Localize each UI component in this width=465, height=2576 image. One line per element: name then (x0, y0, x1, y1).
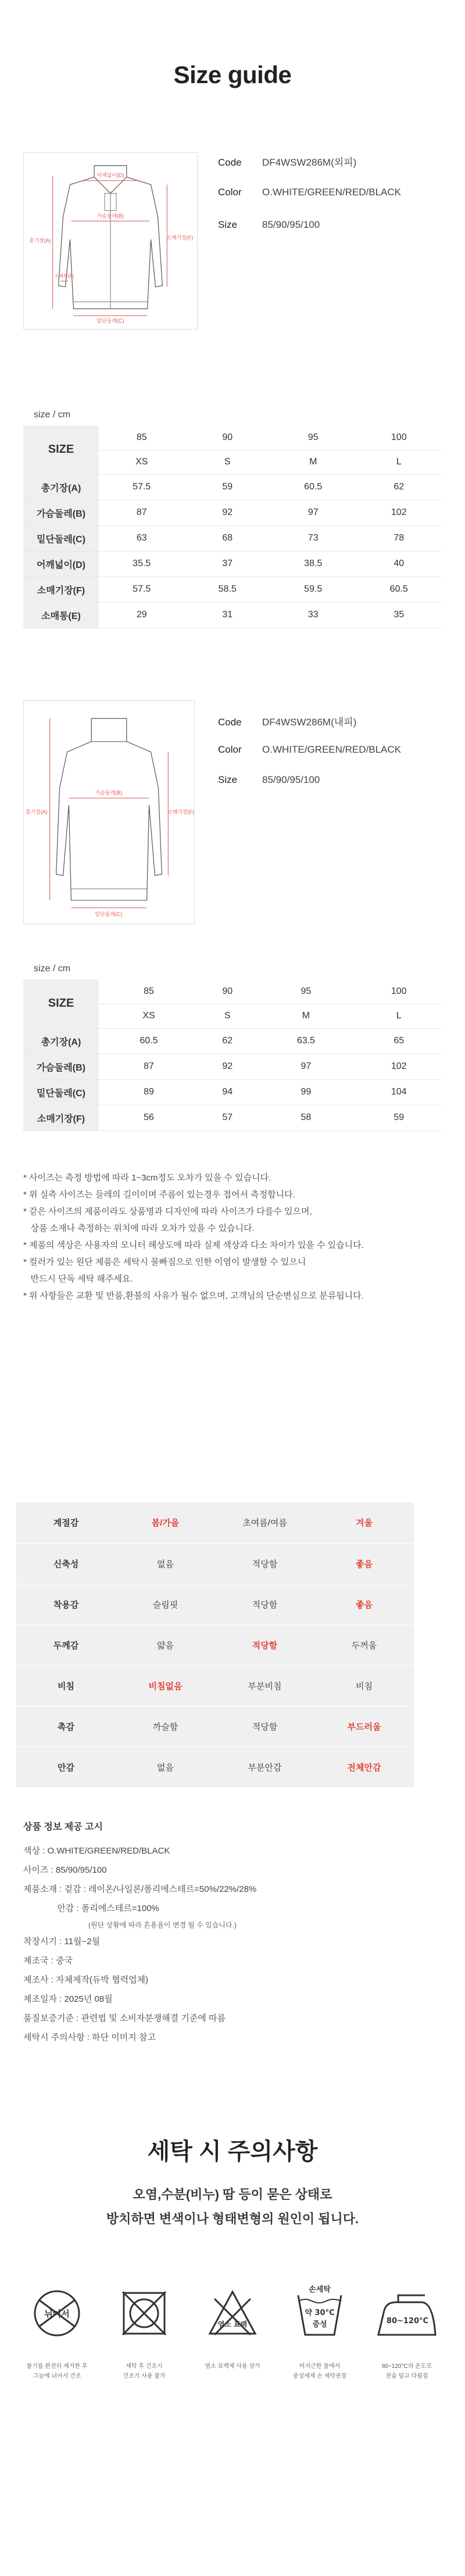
table-row: 어깨넓이(D) 35.5 37 38.5 40 (23, 551, 442, 577)
note-line: * 위 사항들은 교환 및 반품,환불의 사유가 될수 없으며, 고객님의 단순변심으로 분류됩니다. (23, 1291, 364, 1301)
icon-caption: 80~120°C의 온도로 천을 덮고 다림질 (381, 2363, 432, 2380)
iron-icon (375, 2293, 439, 2339)
product1-code-row (218, 154, 356, 169)
size-letter: L (356, 1004, 442, 1028)
table-row: 밑단둘레(C) 63 68 73 78 (23, 525, 442, 551)
size-letter: S (185, 450, 271, 474)
fabric-attributes-table (16, 1502, 414, 1788)
size-col: 100 (356, 979, 442, 1004)
label-total: 총기장(A) (25, 808, 48, 815)
note-line: * 제품의 색상은 사용자의 모니터 해상도에 따라 실제 색상과 다소 차이가 있을 수 있습니다. (23, 1240, 364, 1250)
size-letter: XS (99, 450, 185, 474)
info-line: 제조국 : 중국 (23, 1956, 73, 1966)
info-line: 제조일자 : 2025년 08월 (23, 1994, 113, 2004)
garment-diagram-inner (23, 700, 195, 924)
size-value: 85/90/95/100 (262, 774, 320, 785)
label-shoulder: 어깨넓이(D) (96, 172, 124, 178)
product2-code-row (218, 714, 356, 728)
size-col: 95 (256, 979, 356, 1004)
size-head: SIZE (23, 979, 99, 1028)
size-unit-label: size / cm (34, 410, 71, 420)
code-label: Code (218, 157, 242, 168)
washing-title: 세탁 시 주의사항 (147, 2139, 318, 2164)
svg-text:뉘어서: 뉘어서 (44, 2309, 70, 2319)
info-line: 사이즈 : 85/90/95/100 (23, 1865, 107, 1875)
attr-row: 촉감 까슬함 적당함 부드러움 (16, 1706, 414, 1747)
table-row: 밑단둘레(C) 89 94 99 104 (23, 1079, 442, 1105)
svg-text:약 30°C: 약 30°C (305, 2309, 335, 2317)
icon-caption: 염소 표백제 사용 삼가 (205, 2363, 260, 2370)
table-row: 가슴둘레(B) 87 92 97 102 (23, 500, 442, 525)
size-table-outer (23, 425, 442, 628)
note-line: * 컬러가 있는 원단 제품은 세탁시 물빠짐으로 인한 이염이 발생할 수 있으니 (23, 1257, 306, 1267)
size-letter: M (270, 450, 356, 474)
note-line: * 사이즈는 측정 방법에 따라 1~3cm정도 오차가 있을 수 있습니다. (23, 1173, 271, 1183)
attr-row: 계절감 봄/가을 초여름/여름 겨울 (16, 1502, 414, 1543)
product1-color-row (218, 187, 401, 198)
wring-icon (31, 2287, 83, 2339)
code-label: Code (218, 717, 242, 728)
color-label: Color (218, 187, 242, 198)
size-col: 90 (185, 425, 271, 450)
info-line: 색상 : O.WHITE/GREEN/RED/BLACK (23, 1846, 170, 1856)
label-cuff: 소매통(E) (54, 273, 74, 279)
color-value: O.WHITE/GREEN/RED/BLACK (262, 744, 401, 755)
icon-caption: 물기를 완전히 제거한 후 그늘에 뉘어서 건조 (26, 2363, 88, 2380)
svg-text:중성: 중성 (312, 2320, 327, 2329)
washing-subtitle-2: 방치하면 변색이나 형태변형의 원인이 됩니다. (106, 2212, 359, 2226)
no-bleach-icon (206, 2287, 259, 2339)
page-title: Size guide (173, 61, 292, 88)
attr-row: 착용감 슬림핏 적당함 좋음 (16, 1584, 414, 1625)
product-info-title: 상품 정보 제공 고시 (23, 1822, 103, 1832)
inner-jacket-sketch (24, 701, 194, 924)
info-line: 제조사 : 자체제작(듀박 협력업체) (23, 1975, 149, 1985)
note-line: 반드시 단독 세탁 해주세요. (23, 1274, 133, 1284)
size-value: 85/90/95/100 (262, 219, 320, 230)
code-value: DF4WSW286M(외피) (262, 157, 357, 168)
icon-caption: 세탁 후 건조시 건조기 사용 불가 (123, 2363, 166, 2380)
svg-text:손세탁: 손세탁 (309, 2285, 331, 2294)
label-hem: 밑단둘레(C) (95, 911, 123, 917)
size-head: SIZE (23, 425, 99, 474)
size-letter: M (256, 1004, 356, 1028)
note-line: 상품 소재나 측정하는 위치에 따라 오차가 있을 수 있습니다. (23, 1223, 255, 1233)
table-row: 총기장(A) 57.5 59 60.5 62 (23, 474, 442, 500)
attr-row: 비침 비침없음 부분비침 비침 (16, 1665, 414, 1706)
size-label: Size (218, 774, 238, 785)
size-col: 85 (99, 425, 185, 450)
info-line: 안감 : 폴리에스테르=100% (23, 1904, 159, 1913)
label-chest: 가슴둘레(B) (96, 213, 124, 219)
table-row: 소매기장(F) 57.5 58.5 59.5 60.5 (23, 577, 442, 602)
label-hem: 밑단둘레(C) (96, 318, 124, 324)
table-row: 총기장(A) 60.5 62 63.5 65 (23, 1028, 442, 1054)
size-col: 100 (356, 425, 442, 450)
svg-text:80~120°C: 80~120°C (386, 2317, 429, 2325)
note-line: * 위 실측 사이즈는 들레의 길이이며 주름이 있는경우 접어서 측정합니다. (23, 1190, 295, 1200)
label-sleeve: 소매기장(F) (167, 808, 194, 815)
attr-row: 안감 없음 부분안감 전체안감 (16, 1747, 414, 1787)
jacket-sketch (24, 153, 197, 329)
attr-row: 두께감 얇음 적당함 두꺼움 (16, 1625, 414, 1665)
product2-size-row (218, 774, 320, 786)
info-line: 제품소재 : 겉감 : 레이온/나일론/폴리에스테르=50%/22%/28% (23, 1884, 257, 1894)
product2-color-row (218, 744, 401, 756)
label-sleeve: 소매기장(F) (166, 235, 194, 241)
size-unit-label: size / cm (34, 964, 71, 974)
color-value: O.WHITE/GREEN/RED/BLACK (262, 187, 401, 198)
size-letter: L (356, 450, 442, 474)
info-line: 착장시기 : 11월~2월 (23, 1937, 101, 1947)
garment-diagram-outer (23, 152, 198, 330)
product1-size-row (218, 219, 320, 231)
info-line: 세탁시 주의사항 : 하단 이미지 참고 (23, 2033, 156, 2042)
code-value: DF4WSW286M(내피) (262, 717, 357, 728)
note-line: * 같은 사이즈의 제품이라도 상품명과 디자인에 따라 사이즈가 다를수 있으며, (23, 1207, 312, 1217)
washing-subtitle-1: 오염,수분(비누) 땀 등이 묻은 상태로 (133, 2187, 332, 2202)
size-letter: XS (99, 1004, 199, 1028)
hand-wash-icon (294, 2281, 346, 2339)
product-info (23, 1841, 442, 2047)
attr-row: 신축성 없음 적당함 좋음 (16, 1543, 414, 1584)
info-line: 품질보증기준 : 관련법 및 소비자분쟁해결 기준에 따름 (23, 2013, 226, 2023)
label-chest: 가슴둘레(B) (95, 790, 123, 796)
size-col: 85 (99, 979, 199, 1004)
table-row: 소매통(E) 29 31 33 35 (23, 602, 442, 628)
icon-caption: 미지근한 물에서 중성세제 손 세탁권장 (292, 2363, 347, 2380)
no-dryer-icon (118, 2287, 170, 2339)
svg-text:염소 표백: 염소 표백 (217, 2320, 248, 2328)
size-notes (23, 1169, 442, 1304)
color-label: Color (218, 744, 242, 755)
size-table-inner (23, 979, 442, 1131)
label-total: 총기장(A) (28, 237, 51, 244)
table-row: 소매기장(F) 56 57 58 59 (23, 1105, 442, 1130)
size-letter: S (199, 1004, 256, 1028)
size-col: 90 (199, 979, 256, 1004)
size-label: Size (218, 219, 238, 230)
size-col: 95 (270, 425, 356, 450)
info-note: (원단 상황에 따라 혼용율이 변경 될 수 있습니다.) (88, 1921, 237, 1929)
table-row: 가슴둘레(B) 87 92 97 102 (23, 1054, 442, 1079)
